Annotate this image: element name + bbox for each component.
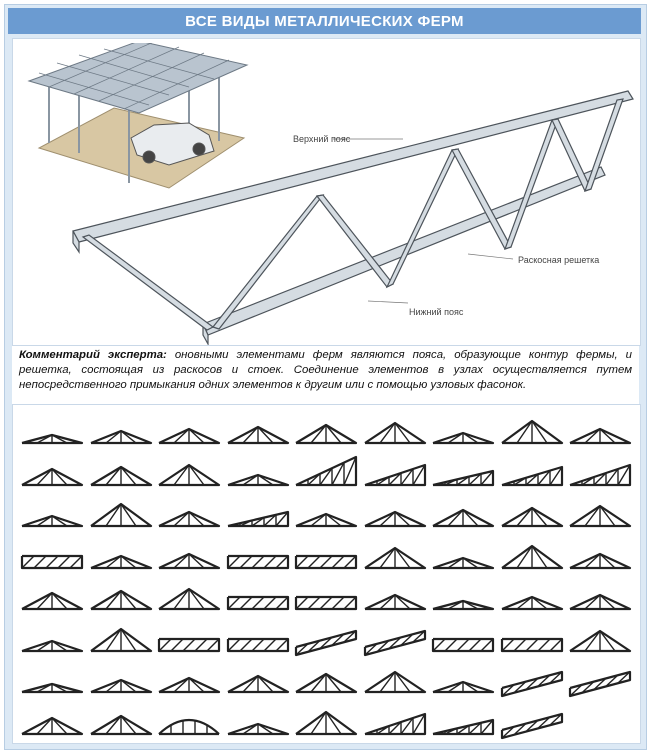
truss-diagram-svg — [19, 704, 85, 744]
truss-diagram-svg — [156, 662, 222, 702]
truss-diagram-icon — [567, 621, 633, 661]
truss-diagram-svg — [362, 496, 428, 536]
truss-diagram-icon — [567, 579, 633, 619]
truss-diagram-icon — [430, 538, 496, 578]
truss-diagram-icon — [88, 621, 154, 661]
truss-diagram-svg — [430, 538, 496, 578]
truss-diagram-svg — [225, 579, 291, 619]
truss-diagram-svg — [567, 621, 633, 661]
truss-diagram-icon — [362, 662, 428, 702]
truss-diagram-icon — [225, 455, 291, 495]
truss-diagram-svg — [19, 621, 85, 661]
truss-diagram-svg — [430, 496, 496, 536]
truss-diagram-svg — [88, 662, 154, 702]
truss-diagram-svg — [88, 496, 154, 536]
truss-diagram-svg — [499, 413, 565, 453]
truss-diagram-icon — [19, 621, 85, 661]
truss-diagram-svg — [156, 496, 222, 536]
truss-diagram-icon — [293, 662, 359, 702]
truss-diagram-icon — [19, 455, 85, 495]
truss-diagram-icon — [19, 413, 85, 453]
truss-diagram-icon — [88, 455, 154, 495]
truss-diagram-svg — [362, 455, 428, 495]
truss-diagram-svg — [156, 455, 222, 495]
truss-diagram-svg — [499, 621, 565, 661]
truss-diagram-icon — [567, 413, 633, 453]
truss-diagram-icon — [156, 496, 222, 536]
truss-diagram-svg — [293, 621, 359, 661]
truss-beam-image — [13, 39, 640, 345]
truss-diagram-svg — [225, 413, 291, 453]
truss-diagram-svg — [156, 538, 222, 578]
truss-diagram-icon — [567, 496, 633, 536]
truss-diagram-svg — [88, 538, 154, 578]
truss-diagram-svg — [225, 496, 291, 536]
truss-diagram-icon — [156, 579, 222, 619]
truss-diagram-icon — [293, 455, 359, 495]
truss-diagram-svg — [293, 704, 359, 744]
truss-diagram-svg — [567, 662, 633, 702]
page-title: ВСЕ ВИДЫ МЕТАЛЛИЧЕСКИХ ФЕРМ — [185, 12, 464, 30]
truss-diagram-icon — [19, 662, 85, 702]
truss-diagram-svg — [88, 413, 154, 453]
truss-diagram-icon — [225, 621, 291, 661]
truss-diagram-icon — [430, 579, 496, 619]
comment-lead: Комментарий эксперта: — [19, 349, 167, 361]
truss-diagram-svg — [19, 662, 85, 702]
truss-diagram-svg — [430, 413, 496, 453]
truss-diagram-svg — [156, 704, 222, 744]
truss-diagram-icon — [88, 413, 154, 453]
truss-diagram-svg — [225, 538, 291, 578]
truss-diagram-svg — [19, 496, 85, 536]
truss-diagram-icon — [225, 413, 291, 453]
truss-diagram-icon — [88, 704, 154, 744]
truss-diagram-svg — [293, 496, 359, 536]
truss-diagram-svg — [88, 579, 154, 619]
truss-diagram-svg — [430, 579, 496, 619]
truss-diagram-svg — [19, 455, 85, 495]
truss-diagram-icon — [362, 413, 428, 453]
expert-comment — [12, 346, 639, 405]
truss-diagram-svg — [567, 455, 633, 495]
truss-diagram-svg — [362, 413, 428, 453]
page-header — [8, 8, 641, 34]
truss-diagram-icon — [499, 621, 565, 661]
truss-diagram-svg — [362, 621, 428, 661]
truss-diagram-icon — [430, 455, 496, 495]
bottom-chord-label: Нижний пояс — [409, 307, 464, 317]
truss-diagram-svg — [156, 413, 222, 453]
truss-diagram-svg — [293, 455, 359, 495]
truss-diagram-icon — [88, 496, 154, 536]
truss-diagram-svg — [156, 579, 222, 619]
truss-diagram-icon — [362, 538, 428, 578]
truss-diagram-icon — [88, 662, 154, 702]
truss-diagram-icon — [19, 496, 85, 536]
truss-diagram-icon — [362, 496, 428, 536]
truss-diagram-icon — [225, 496, 291, 536]
truss-diagram-icon — [362, 621, 428, 661]
truss-diagram-icon — [225, 704, 291, 744]
truss-diagram-icon — [293, 538, 359, 578]
truss-diagram-svg — [293, 579, 359, 619]
truss-diagram-icon — [567, 662, 633, 702]
truss-diagram-icon — [567, 455, 633, 495]
truss-diagram-svg — [499, 579, 565, 619]
truss-diagram-icon — [430, 662, 496, 702]
truss-diagram-svg — [19, 413, 85, 453]
truss-diagram-icon — [88, 579, 154, 619]
truss-diagram-icon — [293, 704, 359, 744]
truss-diagram-icon — [430, 704, 496, 744]
truss-diagram-svg — [19, 538, 85, 578]
truss-diagram-icon — [430, 621, 496, 661]
truss-diagram-icon — [19, 579, 85, 619]
truss-diagram-icon — [499, 579, 565, 619]
truss-diagram-svg — [567, 496, 633, 536]
truss-diagram-svg — [293, 413, 359, 453]
truss-types-panel — [12, 404, 641, 744]
truss-diagram-icon — [19, 704, 85, 744]
truss-diagram-icon — [567, 538, 633, 578]
truss-diagram-svg — [567, 538, 633, 578]
web-label: Раскосная решетка — [518, 255, 600, 265]
truss-diagram-icon — [362, 579, 428, 619]
truss-diagram-icon — [156, 455, 222, 495]
truss-diagram-svg — [499, 496, 565, 536]
truss-diagram-svg — [225, 662, 291, 702]
truss-diagram-svg — [567, 413, 633, 453]
truss-diagram-icon — [225, 538, 291, 578]
truss-diagram-svg — [225, 704, 291, 744]
truss-diagram-svg — [88, 621, 154, 661]
truss-diagram-icon — [430, 413, 496, 453]
truss-diagram-icon — [499, 455, 565, 495]
truss-diagram-icon — [225, 662, 291, 702]
truss-diagram-svg — [499, 538, 565, 578]
truss-diagram-svg — [225, 455, 291, 495]
truss-diagram-icon — [156, 413, 222, 453]
truss-diagram-icon — [362, 455, 428, 495]
truss-diagram-icon — [499, 413, 565, 453]
truss-diagram-svg — [430, 621, 496, 661]
truss-diagram-svg — [225, 621, 291, 661]
truss-diagram-icon — [499, 662, 565, 702]
truss-diagram-svg — [430, 662, 496, 702]
truss-diagram-svg — [362, 704, 428, 744]
truss-diagram-svg — [362, 579, 428, 619]
truss-diagram-svg — [499, 704, 565, 744]
truss-diagram-svg — [293, 662, 359, 702]
truss-diagram-svg — [88, 455, 154, 495]
truss-diagram-icon — [499, 538, 565, 578]
truss-diagram-icon — [362, 704, 428, 744]
truss-diagram-icon — [430, 496, 496, 536]
truss-diagram-icon — [156, 704, 222, 744]
truss-diagram-svg — [362, 538, 428, 578]
truss-diagram-icon — [293, 496, 359, 536]
truss-diagram-icon — [293, 413, 359, 453]
truss-diagram-icon — [225, 579, 291, 619]
truss-diagram-svg — [499, 662, 565, 702]
truss-diagram-icon — [293, 579, 359, 619]
truss-diagram-svg — [499, 455, 565, 495]
truss-diagram-svg — [293, 538, 359, 578]
truss-diagram-svg — [430, 455, 496, 495]
truss-diagram-svg — [430, 704, 496, 744]
truss-illustration-panel — [12, 38, 641, 346]
truss-diagram-icon — [156, 662, 222, 702]
truss-diagram-svg — [156, 621, 222, 661]
top-chord-label: Верхний пояс — [293, 134, 351, 144]
truss-diagram-icon — [156, 621, 222, 661]
comment-text: оновными элементами ферм являются пояса, образующие контур фермы, и решетка, состоящая из раскосов и стоек. Соединение элементов в узлах осуществляется путем непосредственного примыкания одних элементов к другим или с помощью узловых фасонок. — [19, 349, 632, 391]
truss-diagram-svg — [362, 662, 428, 702]
truss-diagram-icon — [156, 538, 222, 578]
truss-diagram-icon — [19, 538, 85, 578]
truss-diagram-icon — [499, 496, 565, 536]
truss-diagram-svg — [88, 704, 154, 744]
truss-diagram-icon — [499, 704, 565, 744]
truss-diagram-svg — [19, 579, 85, 619]
truss-diagram-svg — [567, 579, 633, 619]
truss-diagram-icon — [88, 538, 154, 578]
truss-diagram-icon — [293, 621, 359, 661]
